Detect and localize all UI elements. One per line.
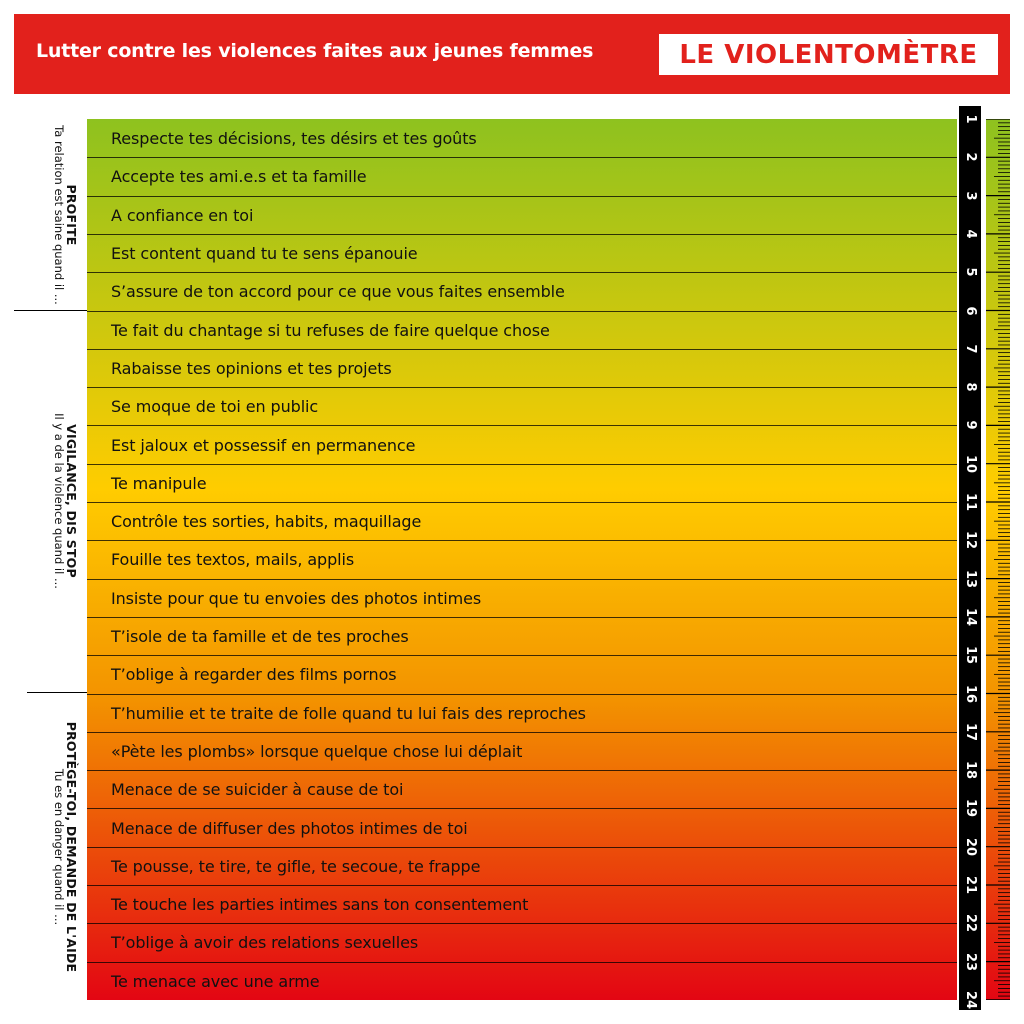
scale-number: 22 <box>963 914 978 933</box>
scale-row-label: Insiste pour que tu envoies des photos intimes <box>111 588 482 608</box>
scale-number: 8 <box>963 382 978 392</box>
scale-number: 18 <box>963 761 978 780</box>
scale-row <box>87 272 957 310</box>
scale-row-label: Te fait du chantage si tu refuses de faire quelque chose <box>111 320 550 340</box>
scale-number: 24 <box>963 990 978 1009</box>
header-banner <box>14 14 1010 94</box>
scale-number: 14 <box>963 607 978 626</box>
scale-row <box>87 425 957 463</box>
brand-title: LE VIOLENTOMÈTRE <box>679 39 978 70</box>
section-vigilance <box>0 312 87 690</box>
scale-number: 12 <box>963 531 978 550</box>
scale-number: 4 <box>963 229 978 239</box>
scale-row-label: Menace de diffuser des photos intimes de toi <box>111 818 468 838</box>
scale-row <box>87 617 957 655</box>
scale-row-label: Te touche les parties intimes sans ton consentement <box>111 895 529 915</box>
scale-row-label: Menace de se suicider à cause de toi <box>111 780 404 800</box>
scale-number: 3 <box>963 191 978 201</box>
scale-number: 19 <box>963 799 978 818</box>
scale-row <box>87 847 957 885</box>
scale-row-label: Te pousse, te tire, te gifle, te secoue, te frappe <box>111 856 481 876</box>
scale-row <box>87 157 957 195</box>
scale-number: 1 <box>963 114 978 124</box>
number-bar <box>959 106 981 1010</box>
scale-number: 16 <box>963 684 978 703</box>
scale-row <box>87 464 957 502</box>
scale-row-label: T’oblige à regarder des films pornos <box>111 665 397 685</box>
scale-number: 2 <box>963 152 978 162</box>
section-healthy <box>0 122 87 308</box>
scale-row <box>87 962 957 1000</box>
section-vigilance-subtitle: Il y a de la violence quand il ... <box>51 413 66 589</box>
scale-row-label: A confiance en toi <box>111 205 254 225</box>
scale-row-label: Se moque de toi en public <box>111 397 319 417</box>
scale-row-label: S’assure de ton accord pour ce que vous faites ensemble <box>111 282 565 302</box>
scale-number: 10 <box>963 454 978 473</box>
scale-row-label: T’humilie et te traite de folle quand tu lui fais des reproches <box>111 703 586 723</box>
scale-number: 20 <box>963 837 978 856</box>
header-title: Lutter contre les violences faites aux jeunes femmes <box>36 40 594 62</box>
scale-number: 5 <box>963 267 978 277</box>
scale-row-label: Rabaisse tes opinions et tes projets <box>111 358 392 378</box>
scale-row-label: «Pète les plombs» lorsque quelque chose lui déplait <box>111 741 523 761</box>
violence-scale <box>87 119 957 1000</box>
scale-row-label: Est content quand tu te sens épanouie <box>111 244 418 264</box>
scale-number: 23 <box>963 952 978 971</box>
scale-number: 17 <box>963 722 978 741</box>
scale-row-label: Respecte tes décisions, tes désirs et tes goûts <box>111 128 477 148</box>
scale-row <box>87 579 957 617</box>
scale-row-label: T’oblige à avoir des relations sexuelles <box>111 933 419 953</box>
scale-number: 21 <box>963 875 978 895</box>
scale-row-label: Accepte tes ami.e.s et ta famille <box>111 167 367 187</box>
scale-row-label: Te menace avec une arme <box>111 971 320 991</box>
scale-number: 9 <box>963 420 978 430</box>
section-divider-2 <box>27 692 87 693</box>
scale-row <box>87 732 957 770</box>
scale-row <box>87 119 957 157</box>
scale-row <box>87 694 957 732</box>
scale-row <box>87 540 957 578</box>
scale-row <box>87 885 957 923</box>
scale-row-label: Contrôle tes sorties, habits, maquillage <box>111 512 422 532</box>
section-danger <box>0 694 87 1000</box>
scale-number: 11 <box>963 492 978 512</box>
section-healthy-title: PROFITE <box>64 184 79 246</box>
scale-row <box>87 655 957 693</box>
section-vigilance-title: VIGILANCE, DIS STOP <box>64 424 79 578</box>
scale-row <box>87 770 957 808</box>
scale-row <box>87 196 957 234</box>
brand-box <box>659 34 998 75</box>
scale-row-label: Est jaloux et possessif en permanence <box>111 435 416 455</box>
scale-row-label: T’isole de ta famille et de tes proches <box>111 627 409 647</box>
scale-number: 15 <box>963 646 978 665</box>
scale-row <box>87 502 957 540</box>
scale-number: 13 <box>963 569 978 588</box>
section-danger-subtitle: Tu es en danger quand il ... <box>51 768 66 926</box>
section-danger-title: PROTÈGE-TOI, DEMANDE DE L'AIDE <box>64 721 79 973</box>
scale-row <box>87 234 957 272</box>
scale-row <box>87 808 957 846</box>
section-divider-1 <box>14 310 87 311</box>
ruler-ticks <box>986 119 1010 1000</box>
scale-row-label: Te manipule <box>111 473 207 493</box>
scale-row <box>87 923 957 961</box>
scale-number: 7 <box>963 344 978 354</box>
section-healthy-subtitle: Ta relation est saine quand il ... <box>51 125 66 305</box>
scale-number: 6 <box>963 305 978 316</box>
scale-row <box>87 387 957 425</box>
scale-row <box>87 349 957 387</box>
scale-row-label: Fouille tes textos, mails, applis <box>111 550 355 570</box>
scale-row <box>87 311 957 349</box>
